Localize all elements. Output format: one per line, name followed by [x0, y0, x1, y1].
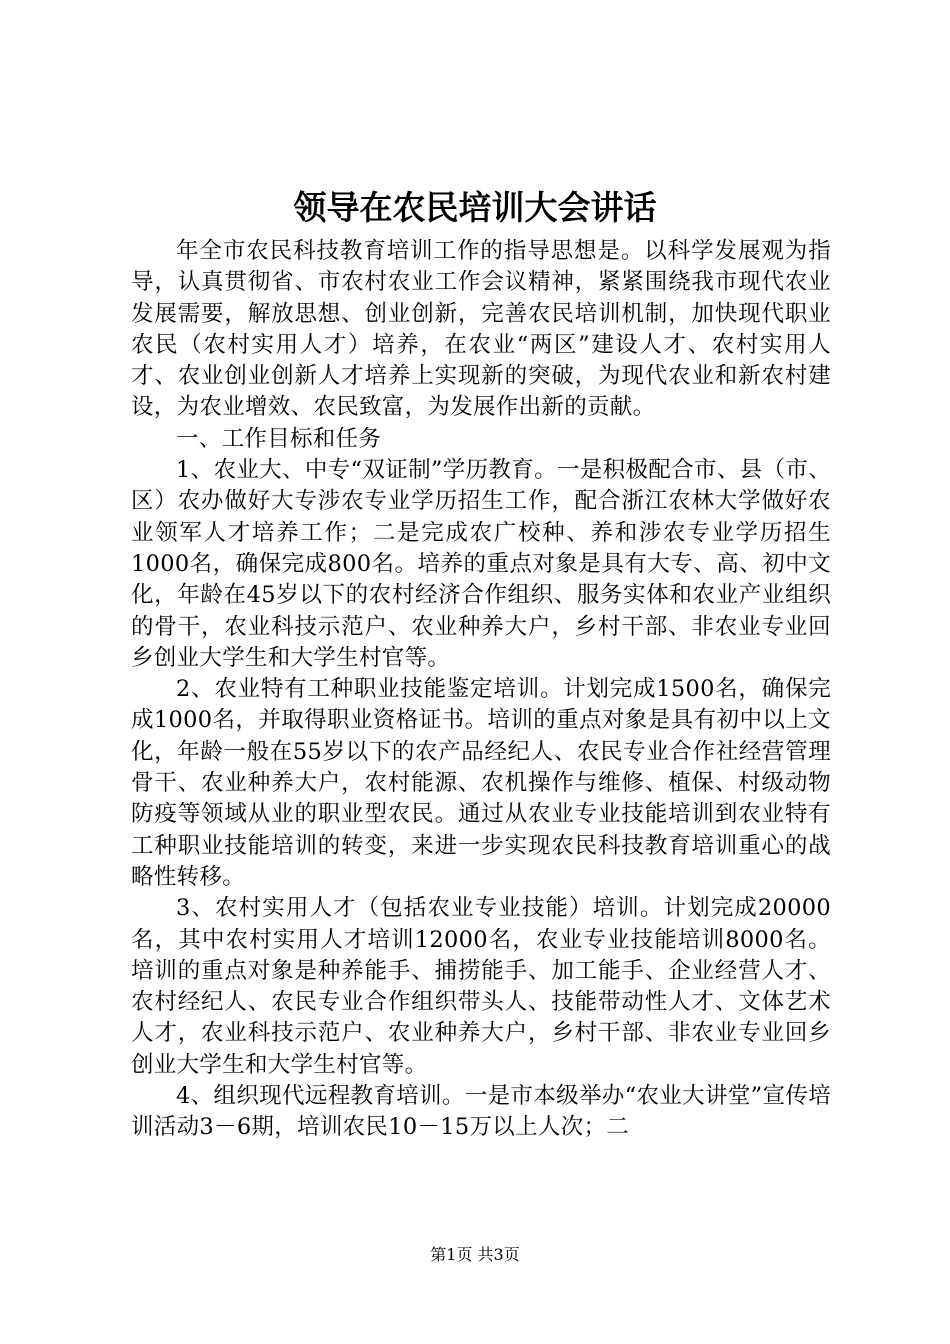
document-body [131, 236, 831, 1144]
document-title: 领导在农民培训大会讲话 [293, 188, 657, 227]
paragraph-item-2: 2、农业特有工种职业技能鉴定培训。计划完成1500名，确保完成1000名，并取得职业资格证书。培训的重点对象是具有初中以上文化，年龄一般在55岁以下的农产品经纪人、农民专业合作社经营管理骨干、农业种养大户，农村能源、农机操作与维修、植保、村级动物防疫等领域从业的职业型农民。通过从农业专业技能培训到农业特有工种职业技能培训的转变，来进一步实现农民科技教育培训重心的战略性转移。 [131, 676, 831, 890]
paragraph-guiding-thought: 年全市农民科技教育培训工作的指导思想是。以科学发展观为指导，认真贯彻省、市农村农业工作会议精神，紧紧围绕我市现代农业发展需要，解放思想、创业创新，完善农民培训机制，加快现代职业农民（农村实用人才）培养，在农业“两区”建设人才、农村实用人才、农业创业创新人才培养上实现新的突破，为现代农业和新农村建设，为农业增效、农民致富，为发展作出新的贡献。 [131, 238, 831, 421]
paragraph-item-3: 3、农村实用人才（包括农业专业技能）培训。计划完成20000名，其中农村实用人才培训12000名，农业专业技能培训8000名。培训的重点对象是种养能手、捕捞能手、加工能手、企业经营人才、农村经纪人、农民专业合作组织带头人、技能带动性人才、文体艺术人才，农业科技示范户、农业种养大户，乡村干部、非农业专业回乡创业大学生和大学生村官等。 [131, 895, 831, 1078]
section-heading-goals: 一、工作目标和任务 [176, 425, 382, 452]
paragraph-item-4: 4、组织现代远程教育培训。一是市本级举办“农业大讲堂”宣传培训活动3－6期，培训农民10－15万以上人次；二 [131, 1083, 831, 1141]
page-number-footer: 第1页 共3页 [430, 1245, 520, 1264]
paragraph-item-1: 1、农业大、中专“双证制”学历教育。一是积极配合市、县（市、区）农办做好大专涉农专业学历招生工作，配合浙江农林大学做好农业领军人才培养工作；二是完成农广校种、养和涉农专业学历招生1000名，确保完成800名。培养的重点对象是具有大专、高、初中文化，年龄在45岁以下的农村经济合作组织、服务实体和农业产业组织的骨干，农业科技示范户、农业种养大户，乡村干部、非农业专业回乡创业大学生和大学生村官等。 [131, 457, 831, 671]
